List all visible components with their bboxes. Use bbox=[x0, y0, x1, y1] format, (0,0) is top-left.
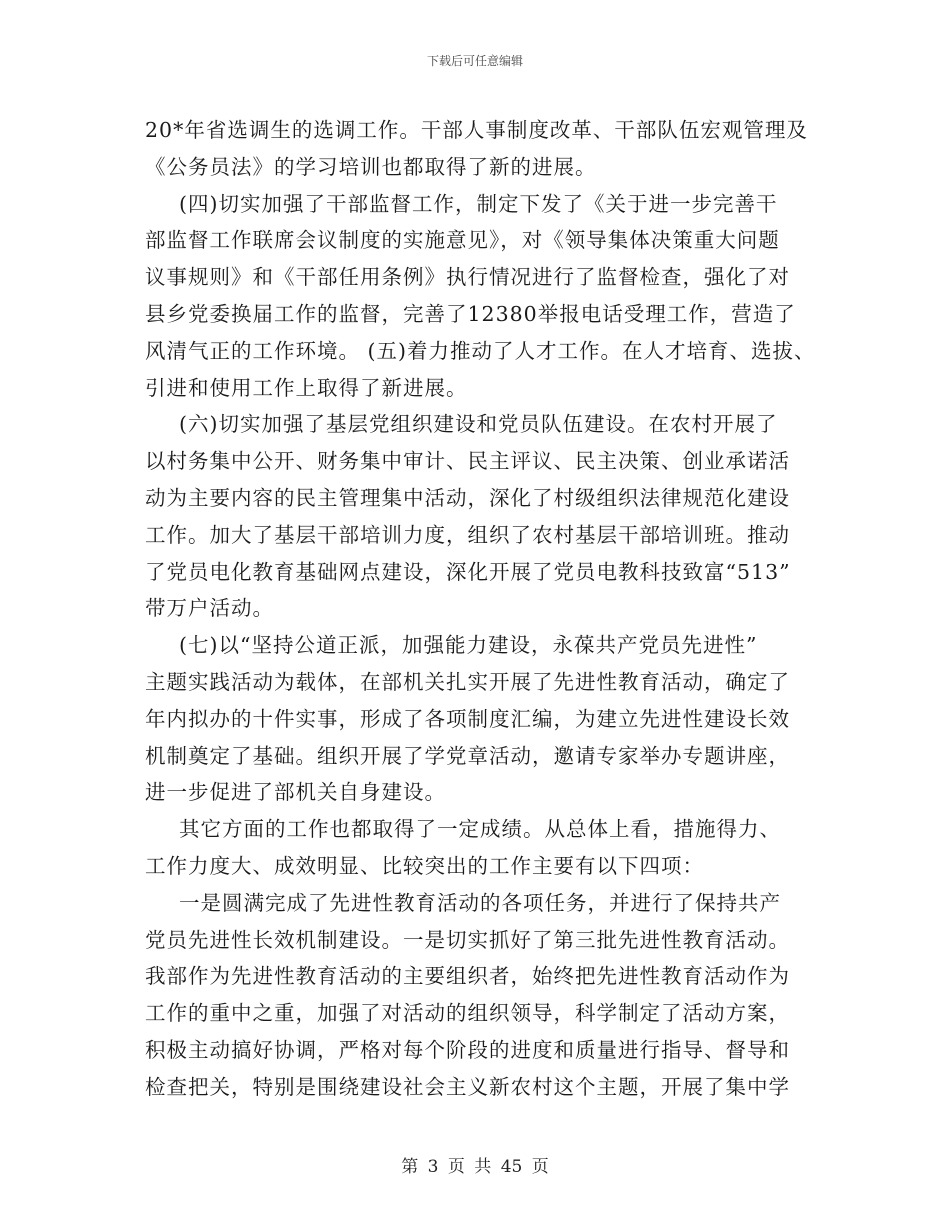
text-line: 工作力度大、成效明显、比较突出的工作主要有以下四项： bbox=[145, 853, 704, 878]
text-line: 检查把关，特别是围绕建设社会主义新农村这个主题，开展了集中学 bbox=[145, 1074, 790, 1099]
page-header: 下载后可任意编辑 bbox=[426, 54, 523, 68]
text-line: 风清气正的工作环境。 (五)着力推动了人才工作。在人才培育、选拔、 bbox=[145, 338, 816, 363]
text-line: 工作。加大了基层干部培训力度，组织了农村基层干部培训班。推动 bbox=[145, 522, 790, 547]
text-line: 年内拟办的十件实事，形成了各项制度汇编，为建立先进性建设长效 bbox=[145, 706, 790, 731]
text-line: 以村务集中公开、财务集中审计、民主评议、民主决策、创业承诺活 bbox=[145, 449, 790, 474]
text-line: (七)以“坚持公道正派，加强能力建设，永葆共产党员先进性” bbox=[179, 633, 758, 658]
text-line: (六)切实加强了基层党组织建设和党员队伍建设。在农村开展了 bbox=[179, 412, 778, 437]
text-line: 议事规则》和《干部任用条例》执行情况进行了监督检查，强化了对 bbox=[145, 265, 790, 290]
text-line: 一是圆满完成了先进性教育活动的各项任务，并进行了保持共产 bbox=[179, 890, 781, 915]
text-line: 其它方面的工作也都取得了一定成绩。从总体上看，措施得力、 bbox=[179, 817, 781, 842]
page-footer: 第 3 页 共 45 页 bbox=[401, 1157, 549, 1177]
text-line: 积极主动搞好协调，严格对每个阶段的进度和质量进行指导、督导和 bbox=[145, 1037, 790, 1062]
text-line: 进一步促进了部机关自身建设。 bbox=[145, 780, 446, 805]
text-line: 了党员电化教育基础网点建设，深化开展了党员电教科技致富“513” bbox=[145, 559, 791, 584]
text-line: 我部作为先进性教育活动的主要组织者，始终把先进性教育活动作为 bbox=[145, 964, 790, 989]
text-line: 20*年省选调生的选调工作。干部人事制度改革、干部队伍宏观管理及 bbox=[145, 118, 808, 142]
text-line: 引进和使用工作上取得了新进展。 bbox=[145, 375, 468, 400]
text-line: 主题实践活动为载体，在部机关扎实开展了先进性教育活动，确定了 bbox=[145, 669, 790, 694]
text-line: 机制奠定了基础。组织开展了学党章活动，邀请专家举办专题讲座， bbox=[145, 743, 790, 768]
document-body bbox=[145, 112, 825, 1106]
text-line: 《公务员法》的学习培训也都取得了新的进展。 bbox=[145, 154, 597, 179]
text-line: 县乡党委换届工作的监督，完善了12380举报电话受理工作，营造了 bbox=[145, 301, 796, 326]
text-line: 党员先进性长效机制建设。一是切实抓好了第三批先进性教育活动。 bbox=[145, 927, 790, 952]
text-line: 带万户活动。 bbox=[145, 596, 274, 621]
text-line: 部监督工作联席会议制度的实施意见》，对《领导集体决策重大问题 bbox=[145, 228, 780, 253]
text-line: (四)切实加强了干部监督工作，制定下发了《关于进一步完善干 bbox=[179, 191, 778, 216]
text-line: 工作的重中之重，加强了对活动的组织领导，科学制定了活动方案， bbox=[145, 1001, 790, 1026]
text-line: 动为主要内容的民主管理集中活动，深化了村级组织法律规范化建设 bbox=[145, 485, 790, 510]
